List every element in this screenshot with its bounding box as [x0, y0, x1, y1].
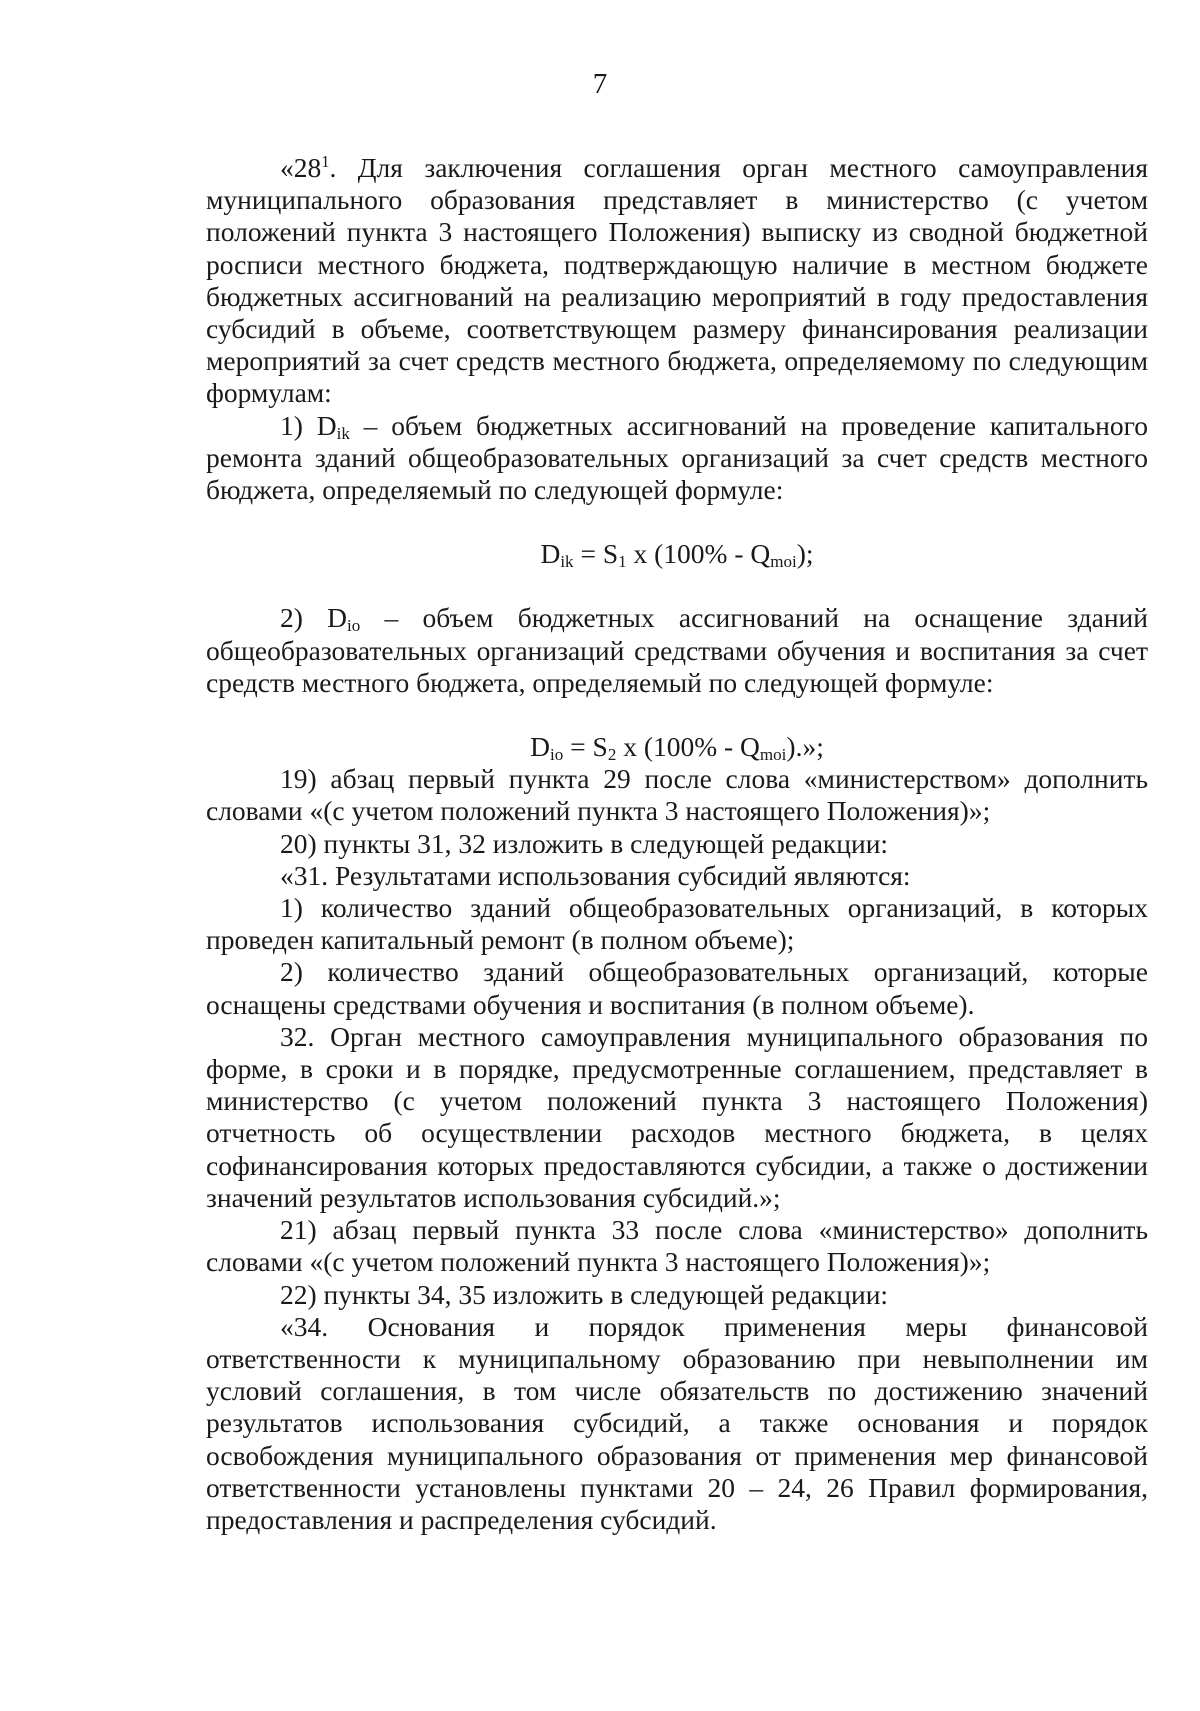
formula-1-s-sub: 1 — [618, 551, 627, 571]
document-body — [206, 152, 1148, 1536]
item-1-prefix: 1) D — [280, 409, 337, 441]
formula-2-d-sub: io — [550, 744, 564, 764]
item-1-subscript: ik — [336, 423, 350, 443]
item-2-prefix: 2) D — [280, 602, 348, 634]
formula-1-end: ); — [796, 538, 814, 570]
paragraph-31: «31. Результатами использования субсидий являются: — [280, 859, 911, 891]
item-2-subscript: io — [347, 616, 361, 636]
formula-dio — [206, 731, 1148, 763]
formula-2-end: ).»; — [786, 731, 824, 763]
paragraph-31-item-2: 2) количество зданий общеобразовательных организаций, которые оснащены средствами обучения и воспитания (в полном объеме). — [206, 956, 1148, 1020]
formula-dik — [206, 538, 1148, 570]
formula-2-s-sub: 2 — [607, 744, 617, 764]
formula-1-d: D — [540, 538, 561, 570]
item-2-dio — [206, 602, 1148, 699]
formula-1-s: = S — [573, 538, 619, 570]
paragraph-22: 22) пункты 34, 35 изложить в следующей редакции: — [280, 1278, 889, 1310]
formula-2-s: = S — [563, 731, 608, 763]
paragraph-28-1-text: . Для заключения соглашения орган местного самоуправления муниципального образования представляет в министерство (с учетом положений пункта 3 настоящего Положения) выписку из сводной бюджетной росписи местного бюджета, подтверждающую наличие в местном бюджете бюджетных ассигнований на реализацию мероприятий в году предоставления субсидий в объеме, соответствующем размеру финансирования реализации мероприятий за счет средств местного бюджета, определяемому по следующим формулам: — [206, 152, 1148, 409]
item-1-text: – объем бюджетных ассигнований на проведение капитального ремонта зданий общеобразовательных организаций за счет средств местного бюджета, определяемый по следующей формуле: — [206, 409, 1148, 506]
paragraph-28-1 — [206, 152, 1148, 410]
formula-2-q-sub: moi — [759, 744, 787, 764]
paragraph-31-item-1: 1) количество зданий общеобразовательных организаций, в которых проведен капитальный ремонт (в полном объеме); — [206, 892, 1148, 956]
formula-2-q: x (100% - Q — [616, 731, 760, 763]
formula-1-q: x (100% - Q — [626, 538, 771, 570]
spacer — [206, 699, 1148, 731]
item-2-text: – объем бюджетных ассигнований на оснащение зданий общеобразовательных организаций средствами обучения и воспитания за счет средств местного бюджета, определяемый по следующей формуле: — [206, 602, 1148, 698]
item-1-dik — [206, 410, 1148, 507]
spacer — [206, 570, 1148, 602]
page-number: 7 — [592, 68, 608, 100]
paragraph-21: 21) абзац первый пункта 33 после слова «министерство» дополнить словами «(с учетом положений пункта 3 настоящего Положения)»; — [206, 1214, 1148, 1278]
paragraph-28-1-superscript: 1 — [321, 151, 330, 171]
paragraph-34: «34. Основания и порядок применения меры финансовой ответственности к муниципальному образованию при невыполнении им условий соглашения, в том числе обязательств по достижению значений результатов использования субсидий, а также основания и порядок освобождения муниципального образования от применения мер финансовой ответственности установлены пунктами 20 – 24, 26 Правил формирования, предоставления и распределения субсидий. — [206, 1310, 1148, 1535]
paragraph-19: 19) абзац первый пункта 29 после слова «министерством» дополнить словами «(с учетом положений пункта 3 настоящего Положения)»; — [206, 763, 1148, 827]
paragraph-28-1-open: «28 — [280, 152, 322, 183]
formula-1-d-sub: ik — [560, 551, 574, 571]
paragraph-20: 20) пункты 31, 32 изложить в следующей редакции: — [280, 827, 889, 859]
formula-2-d: D — [530, 731, 550, 763]
paragraph-32: 32. Орган местного самоуправления муниципального образования по форме, в сроки и в порядке, предусмотренные соглашением, представляет в министерство (с учетом положений пункта 3 настоящего Положения) отчетность об осуществлении расходов местного бюджета, в целях софинансирования которых предоставляются субсидии, а также о достижении значений результатов использования субсидий.»; — [206, 1020, 1148, 1213]
spacer — [206, 506, 1148, 538]
formula-1-q-sub: moi — [770, 551, 797, 571]
